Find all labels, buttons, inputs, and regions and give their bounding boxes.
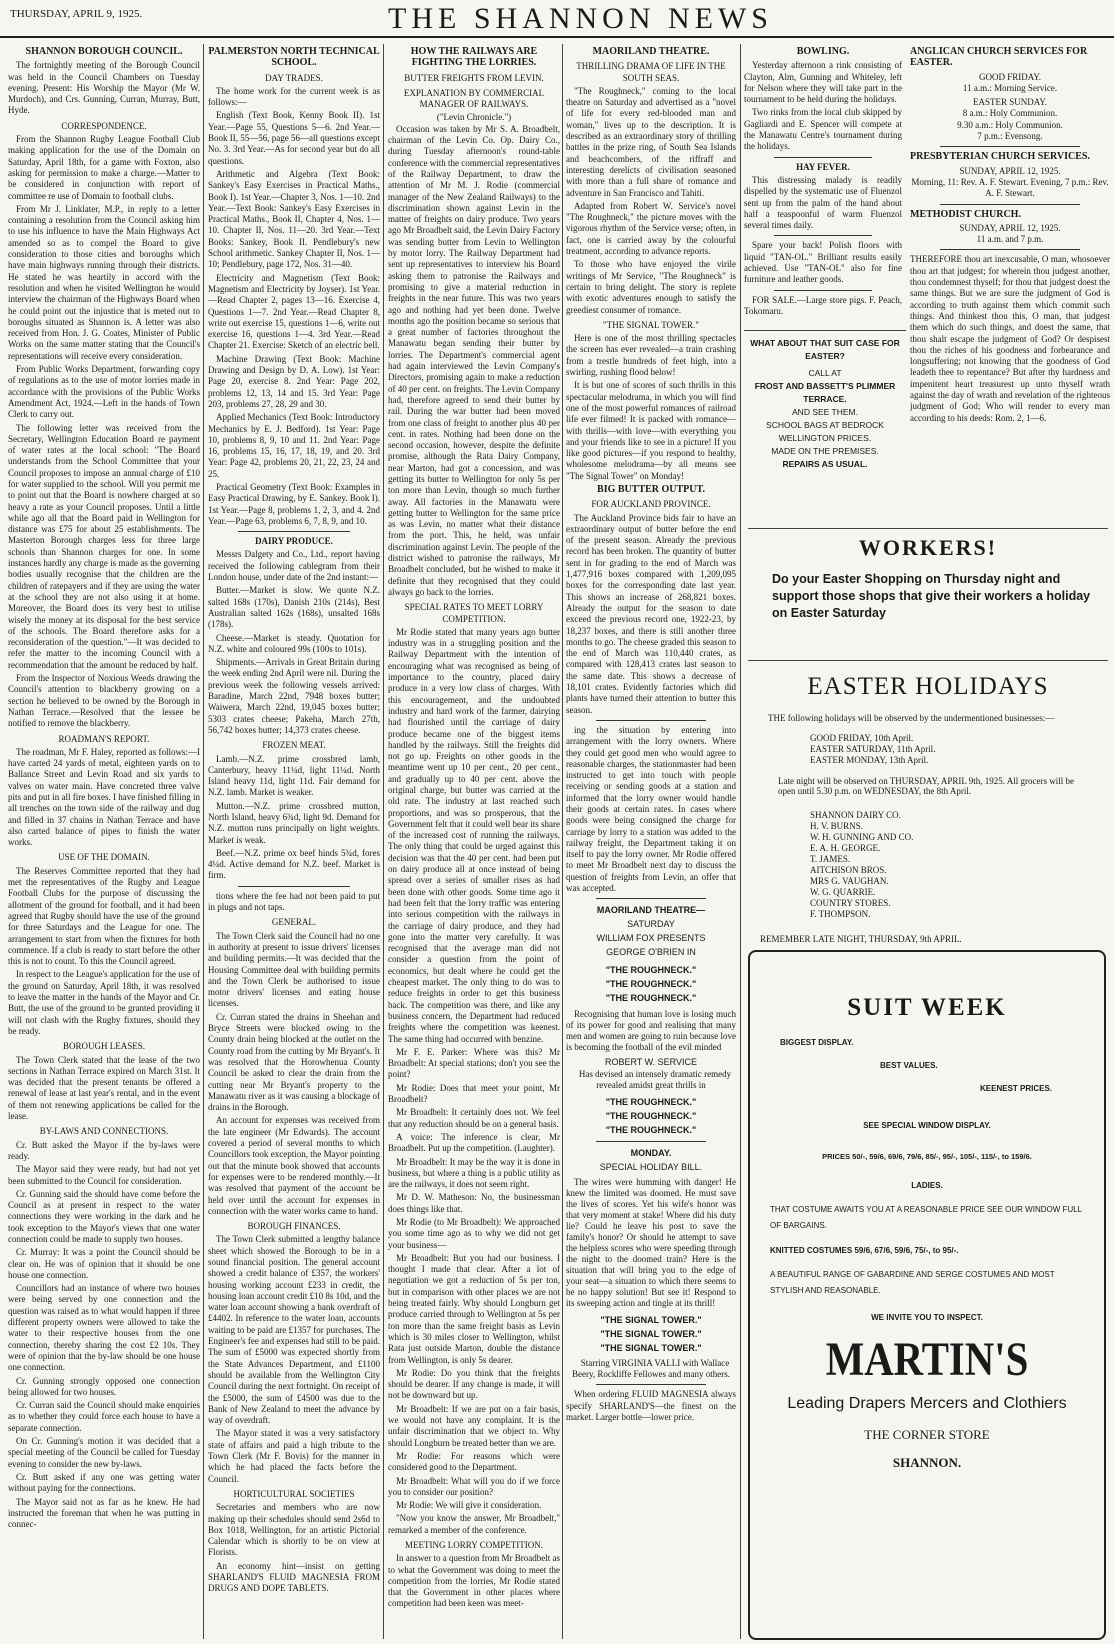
- divider: [774, 235, 872, 236]
- paragraph: Mr F. E. Parker: Where was this? Mr Broadbelt: At special stations; don't you see the point?: [388, 1046, 560, 1080]
- ad-intro: THE following holidays will be observed by the undermentioned businesses:—: [768, 713, 1055, 723]
- paragraph: Butter.—Market is slow. We quote N.Z. salted 168s (170s), Danish 210s (214s), Best Australian salted 162s (168s), unsalted 168s (178s).: [208, 585, 380, 630]
- ad-line: MAORILAND THEATRE—: [596, 905, 706, 916]
- article-technical-school: [208, 44, 380, 1639]
- paragraph: Messrs Dalgety and Co., Ltd., report having received the following cablegram from their London house, under date of the 2nd instant:—: [208, 549, 380, 583]
- store-name: THE CORNER STORE: [864, 1427, 990, 1442]
- paragraph: On Cr. Gunning's motion it was decided that a special meeting of the Council be called for Tuesday evening to consider the new by-laws.: [8, 1436, 200, 1469]
- paragraph: Beef.—N.Z. prime ox beef hinds 5¾d, fores 4¼d. Active demand for N.Z. beef. Market is firm.: [208, 847, 380, 881]
- subheading: ROADMAN'S REPORT.: [58, 733, 150, 744]
- paragraph: Cheese.—Market is steady. Quotation for N.Z. white and coloured 99s (100s to 101s).: [208, 632, 380, 654]
- subheading: DAIRY PRODUCE.: [255, 536, 333, 547]
- article-heading: BIG BUTTER OUTPUT.: [597, 483, 705, 495]
- church-heading: PRESBYTERIAN CHURCH SERVICES.: [910, 151, 1090, 163]
- ad-blurb: Recognising that human love is losing much of its power for good and realising that many men and women are going to ruin because love is becoming the football of the evil minded: [566, 1009, 736, 1053]
- column-divider: [562, 44, 563, 1639]
- service-day: SUNDAY, APRIL 12, 1925.: [959, 222, 1061, 233]
- paragraph: tions where the fee had not been paid to put in plugs and not taps.: [208, 890, 380, 913]
- subheading: HAY FEVER.: [796, 161, 850, 172]
- ad-store: FROST AND BASSETT'S PLIMMER TERRACE.: [754, 381, 896, 404]
- holiday-date: EASTER SATURDAY, 11th April.: [810, 744, 936, 754]
- subheading: USE OF THE DOMAIN.: [58, 852, 150, 863]
- paragraph: It is but one of scores of such thrills in this spectacular melodrama, in which you will find one of the most powerful romances of railroad life ever filmed! It is packed with romance—with thrills—with love—with everything you and your friends like to see in a picture! If you like good pictures—if you respond to healthy, wholesome melodrama—by all means see "The Signal Tower" on Monday!: [566, 380, 736, 481]
- masthead: [0, 0, 1114, 38]
- paragraph: Shipments.—Arrivals in Great Britain during the week ending 2nd April were nil. During the previous week the following vessels arrived: Baradine, March 22nd, 7948 boxes butter; Waiwera, March 22nd, 19,045 boxes butter; 5303 crates cheese; Pakeha, March 27th, 56,742 boxes butter; 14,373 crates cheese.: [208, 657, 380, 735]
- paragraph: Here is one of the most thrilling spectacles the screen has ever revealed—a train crashing from a trestle hundreds of feet high, into a swirling, rushing flood below!: [566, 333, 736, 378]
- workers-ad: [748, 528, 1108, 648]
- film-title: "THE ROUGHNECK.": [605, 1125, 697, 1136]
- paragraph: In answer to a question from Mr Broadbelt as to what the Government was doing to meet the competition from the lorries, Mr Rodie stated that the Government in other places where competition had been keen was meet-: [388, 1553, 560, 1609]
- ad-blurb: The wires were humming with danger! He knew the limited was doomed. He must save the lives of scores. Yet his wife's honor was that very moment at stake! Where did his duty lie? Could he leave his post to save the family's honor? Or should he attempt to save the helpless scores who were speeding through the night to the doomed train? Here is the situation that will bring you to the edge of your seat—a situation to which there seems to be no happy solution! But see it! Respond to its sweeping action and tingle at its thrill!: [566, 1177, 736, 1309]
- paragraph: The Town Clerk stated that the lease of the two sections in Nathan Terrace expired on March 31st. It was decided that the present tenants be offered a renewal of lease at last year's rental, and in the event of them not renewing applications be called for the lease.: [8, 1054, 200, 1122]
- subheading: BUTTER FREIGHTS FROM LEVIN.: [404, 72, 544, 83]
- paragraph: FOR SALE.—Large store pigs. F. Peach, Tokomaru.: [744, 294, 902, 316]
- paragraph: In respect to the League's application for the use of the ground on Saturday, April 18th, it was resolved to leave the matter in the hands of the Mayor and Cr. Butt, the use of the ground to be granted providing it will not clash with the Rugby fixtures, should they be ready.: [8, 969, 200, 1036]
- shop-name: E. A. H. GEORGE.: [810, 843, 881, 853]
- church-services: [910, 44, 1110, 524]
- divider: [774, 290, 872, 291]
- paragraph: Cr. Gunning strongly opposed one connection being allowed for two houses.: [8, 1375, 200, 1397]
- paragraph: The Mayor said not as far as he knew. He had instructed the foreman that when he was putting in connec-: [8, 1496, 200, 1530]
- church-heading: ANGLICAN CHURCH SERVICES FOR EASTER.: [910, 46, 1088, 69]
- price-list: PRICES 50/-, 59/6, 69/6, 79/6, 85/-, 95/-, 105/-, 115/-, to 159/6.: [822, 1152, 1032, 1161]
- paragraph: Mr Rodie (to Mr Broadbelt): We approached you some time ago as to why we did not get your business—: [388, 1216, 560, 1250]
- paragraph: Mr Rodie: For reasons which were considered good to the Department.: [388, 1450, 560, 1473]
- article-heading: PALMERSTON NORTH TECHNICAL SCHOOL.: [208, 46, 380, 69]
- ad-line: REPAIRS AS USUAL.: [782, 459, 868, 469]
- paragraph: Spare your back! Polish floors with liquid "TAN-OL." Brilliant results easily achieved. Use "TAN-OL" also for fine furniture and leather goods.: [744, 240, 902, 285]
- ad-headline: SUIT WEEK: [847, 994, 1007, 1021]
- holiday-dates: [748, 723, 1108, 766]
- paragraph: Applied Mechanics (Text Book: Introductory Mechanics by E. J. Bedford). 1st Year: Page 10, problems 8, 9, 10 and 11. 2nd Year: Page 16, problems 15, 16, 17, 18, 19, and 20. 3rd Year: Page 42, problems 20, 21, 22, 23, 24 and 25.: [208, 412, 380, 479]
- subheading: FROZEN MEAT.: [262, 740, 326, 751]
- paragraph: Cr. Curran said the Council should make enquiries as to whether they could force each house to have a separate connection.: [8, 1400, 200, 1433]
- paragraph: Mr D. W. Matheson: No, the businessman does things like that.: [388, 1192, 560, 1214]
- paragraph: Mr Broadbelt: But you had our business. I thought I made that clear. After a lot of negotiation we got a reduction of 5s per ton, but in comparison with other places we are not being treated fairly. Why should Longburn get produce carried through to Wellington at 5s per ton more than the same freight basis as Levin which is 30 miles closer to Wellington, whilst Rata just outside Marton, double the distance from Wellington, is only 5s dearer.: [388, 1252, 560, 1365]
- film-title: "THE ROUGHNECK.": [605, 993, 697, 1004]
- ad-line: AND SEE THEM.: [792, 407, 858, 417]
- paragraph: ing the situation by entering into arrangement with the lorry owners. Where they could get good men who would agree to reasonable charges, the stationmaster had been instructed to get into touch with people receiving or sending goods at a station and informed that the lorry owner would handle their goods at certain rates. In cases where goods were being consigned the charge for carriage by lorry to a station was added to the railway freight, the Department taking it on itself to pay the lorry owner. Mr Rodie offered to meet Mr Broadbelt next day to discuss the question of freights from Levin, an offer that was accepted.: [566, 724, 736, 894]
- subheading: BY-LAWS AND CONNECTIONS.: [39, 1126, 169, 1137]
- paragraph: The fortnightly meeting of the Borough Council was held in the Council Chambers on Tuesday evening. Present: His Worship the Mayor (Mr W. Murdoch), and Crs. Gunning, Curran, Murray, Butt, Hyde.: [8, 60, 200, 116]
- subheading: "THE SIGNAL TOWER.": [603, 319, 699, 330]
- ad-line: GEORGE O'BRIEN IN: [606, 947, 696, 958]
- divider: [596, 898, 706, 899]
- shop-name: COUNTRY STORES.: [810, 898, 891, 908]
- subheading: SPECIAL RATES TO MEET LORRY COMPETITION.: [404, 602, 544, 624]
- service-day: SUNDAY, APRIL 12, 1925.: [959, 165, 1061, 176]
- column-divider: [203, 44, 204, 1639]
- paragraph: Cr. Butt asked the Mayor if the by-laws were ready.: [8, 1139, 200, 1161]
- late-night-reminder: REMEMBER LATE NIGHT, THURSDAY, 9th APRIL.: [760, 934, 962, 944]
- divider: [238, 531, 350, 532]
- service-day: EASTER SUNDAY.: [972, 97, 1048, 108]
- paragraph: English (Text Book, Kenny Book II). 1st Year.—Page 55, Questions 5—6. 2nd Year.—Book II, 55—56, page 56—all questions except No. 3. 3rd Year.—As for second year but do all questions.: [208, 110, 380, 166]
- paragraph: To those who have enjoyed the virile writings of Mr Service, "The Roughneck" is certain to bring delight. The story is replete with exotic adventures enough to satisfy the greediest consumer of romance.: [566, 259, 736, 315]
- ad-line: A BEAUTIFUL RANGE OF GABARDINE AND SERGE COSTUMES AND MOST STYLISH AND REASONABLE.: [770, 1270, 1055, 1295]
- divider: [774, 157, 872, 158]
- ad-author: ROBERT W. SERVICE: [604, 1057, 698, 1068]
- paragraph: From the Shannon Rugby League Football Club making application for the use of the Domain on Saturday, April 18th, for a game with Foxton, also asking for permission to make a charge.—Matter to be considered in conjunction with report of committee re use of Domain to football clubs.: [8, 134, 200, 201]
- divider: [940, 146, 1080, 147]
- shop-name: W. H. GUNNING AND CO.: [810, 832, 914, 842]
- paragraph: Mr Broadbelt: What will you do if we force you to consider our position?: [388, 1475, 560, 1497]
- divider: [596, 1141, 706, 1142]
- suitcase-ad: [744, 330, 906, 495]
- article-borough-council: [8, 44, 200, 1639]
- subheading: BOROUGH LEASES.: [62, 1041, 145, 1052]
- subheading: THRILLING DRAMA OF LIFE IN THE SOUTH SEAS.: [576, 61, 726, 83]
- church-heading: METHODIST CHURCH.: [910, 208, 1021, 220]
- paragraph: Mr Broadbelt: It may be the way it is done in business, but where a thing is a public utility as are the railways, it does not seem right.: [388, 1156, 560, 1190]
- price-list: KNITTED COSTUMES 59/6, 67/6, 59/6, 75/-, to 95/-.: [770, 1246, 959, 1255]
- subheading: EXPLANATION BY COMMERCIAL MANAGER OF RAILWAYS.: [403, 87, 545, 110]
- subheading: MEETING LORRY COMPETITION.: [405, 1540, 543, 1550]
- ad-body: Do your Easter Shopping on Thursday night and support those shops that give their workers a holiday on Easter Saturday: [772, 572, 1091, 620]
- store-town: SHANNON.: [892, 1455, 962, 1470]
- paragraph: An account for expenses was received from the late engineer (Mr Edwards). The account covered a period of several months to which Councillors took exception, the Mayor pointing out that the minute book showed that accounts for expenses were to be rendered monthly.—It was resolved that payment of the account be held over until the account for expenses in connection with the water works came to hand.: [208, 1115, 380, 1216]
- shop-name: MRS G. VAUGHAN.: [810, 876, 889, 886]
- ad-headline: EASTER HOLIDAYS: [807, 673, 1049, 700]
- ad-stars: Starring VIRGINIA VALLI with Wallace Beery, Rockliffe Fellowes and many others.: [572, 1358, 730, 1380]
- service-time: 11 a.m.: Morning Service.: [962, 82, 1058, 93]
- paragraph: An economy hint—insist on getting SHARLAND'S FLUID MAGNESIA FROM DRUGS AND DOPE TABLETS.: [208, 1560, 380, 1594]
- shop-list: [748, 796, 1108, 920]
- divider: [596, 1384, 706, 1385]
- shop-name: SHANNON DAIRY CO.: [810, 810, 901, 820]
- paragraph: Two rinks from the local club skipped by Gagliardi and E. Spencer will compete at the Manawatu Centre's tournament during the holidays.: [744, 107, 902, 152]
- paragraph: The Town Clerk submitted a lengthy balance sheet which showed the Borough to be in a sound financial position. The general account showed a credit balance of £357, the workers' housing working account £233 in credit, the housing loan account credit £10 8s 10d, and the water loan account showing a bank overdraft of £4402. In reference to the water loan, accounts waiting to be paid are £1357 for purchases. The Engineer's fee and expenses had still to be paid. The sum of £5000 was expected shortly from the State Advances Department, and £1100 should be available from the Wellington City Council during the next fortnight. On receipt of the £5000, the sum of £4500 was due to the Bank of New Zealand to meet the advance by way of overdraft.: [208, 1234, 380, 1426]
- divider: [596, 720, 706, 721]
- service-time: 9.30 a.m.: Holy Communion.: [957, 119, 1063, 130]
- paragraph: Mr Broadbelt: If we are put on a fair basis, we would not have any complaint. It is the unfair discrimination that we object to. Why should Longburn be treated better than we are.: [388, 1403, 560, 1448]
- ad-line: CALL AT: [808, 368, 842, 378]
- newspaper-title: THE SHANNON NEWS: [388, 2, 773, 35]
- film-title: "THE ROUGHNECK.": [605, 965, 697, 976]
- paragraph: Councillors had an instance of where two houses were being served by one connection and the question was raised as to what would happen if three different property owners were allowed to take the water to their respective houses from the one connection, thereby sharing the cost £2 10s. They were of opinion that the by-law should be one house one connection.: [8, 1283, 200, 1373]
- paragraph: Mr Rodie stated that many years ago butter industry was in a struggling position and the Railway Department with the intention of encouraging what was recognised as being of importance to the country, placed dairy produce in a very low class of charges. With this encouragement, and the undoubted industry and hard work of the farmer, dairying had flourished until the carriage of dairy produce became one of the biggest items handled by the railways. Still the freights did not go up. Freights on other goods in the meantime went up 10 per cent., 20 per cent., and gradually up to 40 per cent. above the original charge, but butter was carried at the old rate. The industry at last reached such proportions, and was so prosperous, that the Government felt that it could well bear its share of the increased cost of running the railways. The only thing that could be urged against this decision was that the 40 per cent. had been put on dairy produce all at once instead of being spread over a series of smaller rises as had been done with other goods. Some time ago it had been felt that the lorry traffic was entering into serious competition with the railways in the carriage of dairy produce, and they had gone into the matter very carefully. It was recognised that the average man did not consider a question from the point of economics, but dealt where he could get the cheapest market. The only thing to do was to reduce freights in order to get this business back. The competition was there, and like any business concern, the Department had reduced freights where the competition was keenest. The same thing had occurred with benzine.: [388, 626, 560, 1044]
- shop-name: H. V. BURNS.: [810, 821, 863, 831]
- ad-line: WE INVITE YOU TO INSPECT.: [871, 1313, 983, 1322]
- service-time: Morning, 11: Rev. A. F. Stewart. Evening, 7 p.m.: Rev. A. F. Stewart.: [911, 176, 1109, 199]
- paragraph: The Mayor stated it was a very satisfactory state of affairs and paid a high tribute to the Town Clerk (Mr F. Bovis) for the manner in which he had placed the facts before the Council.: [208, 1428, 380, 1484]
- paragraph: Cr. Murray: It was a point the Council should be clear on. He was of opinion that it should be one house one connection.: [8, 1247, 200, 1280]
- film-title: "THE SIGNAL TOWER.": [600, 1315, 702, 1326]
- brand-tagline: Leading Drapers Mercers and Clothiers: [787, 1395, 1067, 1412]
- ad-line: WILLIAM FOX PRESENTS: [596, 933, 706, 944]
- film-title: "THE ROUGHNECK.": [605, 1097, 697, 1108]
- ad-line: KEENEST PRICES.: [980, 1084, 1053, 1093]
- paragraph: From the Inspector of Noxious Weeds drawing the Council's attention to blackberry growing on a section he believed to be owned by the Borough in Nathan Terrace.—Resolved that the lessee be notified to remove the blackberry.: [8, 673, 200, 729]
- divider: [940, 249, 1080, 250]
- paragraph: Mutton.—N.Z. prime crossbred mutton, North Island, heavy 6¾d, light 9d. Demand for N.Z. mutton runs principally on light weights. Market is weak.: [208, 800, 380, 845]
- suit-week-ad: [748, 950, 1106, 1640]
- column-divider: [383, 44, 384, 1639]
- paragraph: Arithmetic and Algebra (Text Book: Sankey's Easy Exercises in Practical Maths., Book I). 1st Year.—Chapter 3, Nos. 1—10. 2nd Year.—Text Book: Sankey's Easy Exercises in Practical Maths., Book II, Chapter 4, Nos. 1—10. Chapter II, Nos. 11—20. 3rd Year.—Text Books: Sankey, Book II. Pendlebury's new School arithmetic. Sankey Chapter II, Nos. 1—10; Pendlebury, page 172, Nos. 31—40.: [208, 168, 380, 270]
- ad-line: LADIES.: [911, 1181, 943, 1190]
- paragraph: "Now you know the answer, Mr Broadbelt," remarked a member of the conference.: [388, 1513, 560, 1535]
- service-day: GOOD FRIDAY.: [978, 71, 1041, 82]
- issue-date: THURSDAY, APRIL 9, 1925.: [10, 8, 143, 20]
- shop-name: F. THOMPSON.: [810, 909, 871, 919]
- film-title: "THE ROUGHNECK.": [605, 979, 697, 990]
- holiday-date: EASTER MONDAY, 13th April.: [810, 755, 929, 765]
- subheading: BOROUGH FINANCES.: [247, 1221, 341, 1232]
- paragraph: Mr Rodie: Do you think that the freights should be dearer. If any change is made, it will not be downward but up.: [388, 1367, 560, 1401]
- ad-blurb: Has devised an intensely dramatic remedy revealed amidst great thrills in: [578, 1069, 732, 1091]
- paragraph: This distressing malady is readily dispelled by the systematic use of Fluenzol sent up from the palm of the hand about half a teaspoonful of warm Fluenzol several times daily.: [744, 174, 902, 231]
- paragraph: Mr Rodie: Does that meet your point, Mr Broadbelt?: [388, 1082, 560, 1105]
- article-maoriland-theatre: [566, 44, 736, 1639]
- ad-headline: WHAT ABOUT THAT SUIT CASE FOR EASTER?: [750, 338, 900, 361]
- paragraph: The home work for the current week is as follows:—: [208, 85, 380, 108]
- subheading: CORRESPONDENCE.: [61, 120, 147, 131]
- service-time: 7 p.m.: Evensong.: [977, 131, 1043, 142]
- subheading: DAY TRADES.: [265, 72, 323, 83]
- paragraph: The Town Clerk said the Council had no one in authority at present to issue drivers' licenses and building permits.—It was decided that the Housing Committee deal with building permits and the Town Clerk be authorised to issue motor drivers' licenses and eating house licenses.: [208, 930, 380, 1009]
- article-heading: SHANNON BOROUGH COUNCIL.: [25, 46, 183, 57]
- paragraph: Cr. Butt asked if any one was getting water without paying for the connections.: [8, 1471, 200, 1494]
- ad-line: MONDAY.: [630, 1148, 672, 1159]
- shop-name: W. G. QUARRIE.: [810, 887, 876, 897]
- paragraph: Yesterday afternoon a rink consisting of Clayton, Alm, Gunning and Whiteley, left for Nelson where they will take part in the tournament to be held during the holidays.: [744, 60, 902, 105]
- ad-line: SCHOOL BAGS AT BEDROCK WELLINGTON PRICES.: [766, 420, 884, 443]
- divider: [238, 886, 350, 887]
- article-railways: [388, 44, 560, 1639]
- paragraph: "The Roughneck," coming to the local theatre on Saturday and advertised as a "novel of life for every red-blooded man and woman," lives up to the description. It is described as an extraordinary story of thrilling battles in the prize ring, of South Sea Islands and beachcombers, of the riffraff and interesting derelicts of civilisation seasoned with more than a full share of romance and adventure in San Francisco and Tahiti.: [566, 85, 736, 198]
- paragraph: Secretaries and members who are now making up their schedules should send 2s6d to Box 1018, Wellington, for an artistic Pictorial Calendar which is shortly to be on view at Florists.: [208, 1502, 380, 1558]
- article-heading: BOWLING.: [796, 46, 850, 57]
- film-title: "THE SIGNAL TOWER.": [600, 1329, 702, 1340]
- paragraph: Occasion was taken by Mr S. A. Broadbelt, chairman of the Levin Co. Op. Dairy Co., during Tuesday afternoon's round-table conference with the commercial representatives of the Railway Department, to draw the attention of Mr M. J. Rodie (commercial manager of the New Zealand Railways) to the discrimination shown against Levin in the matter of freights on dairy produce. Two years ago Mr Broadbelt said, the Levin Dairy Factory was sending butter from Levin to Wellington by motor lorry. The Railway Department had sent up representatives to interview his Board asking them to patronise the Railways and promising to give a material reduction in freights in the near future. This was two years ago and nothing had yet been done. Twelve months ago the position became so serious that a great number of factories throughout the Manawatu began sending their butter by lorries. The Department's commercial agent had again interviewed the Levin Company's Directors, promising again to make a reduction of 40 per cent. on freights. The Levin Company had, therefore agreed to send their butter by rail. During the war butter had been moved from one class of freight to another plus 40 per cent. in rates. Nothing had been done on the second occasion, however, despite the definite promise, although the Rata Dairy Company, near Marton, had got a concession, and was getting its butter to Wellington for only 5s per ton more than Levin, though so much further away. All factories in the Manawatu were getting butter to Wellington for the same price as was Levin, no matter what their distance from the port. This, he held, was unfair discrimination against Levin. The people of the district wished to patronise the railways, Mr Broadbelt concluded, but he wished to make it definite that they recognised that they could always go back to the lorries.: [388, 123, 560, 597]
- late-night-notice: Late night will be observed on THURSDAY, APRIL 9th, 1925. All grocers will be open until 5.30 p.m. on WEDNESDAY, the 8th April.: [778, 776, 1074, 796]
- ad-line: MADE ON THE PREMISES.: [771, 446, 879, 456]
- paragraph: Cr. Curran stated the drains in Sheehan and Bryce Streets were blocked owing to the County drain being blocked at the outlet on the County road from the cutting by Mr Bryant's. It was resolved that the Horowhenua County Council be asked to clear the drain from the cutting near Mr Bryant's property to the Manawatu river as it was causing a blockage of drains in the Borough.: [208, 1011, 380, 1113]
- divider: [940, 204, 1080, 205]
- ad-line: BEST VALUES.: [880, 1061, 938, 1070]
- paragraph: Lamb.—N.Z. prime crossbred lamb, Canterbury, heavy 11¼d, light 11¼d. North Island heavy 11d, light 11d. Fair demand for N.Z. lamb. Market is weaker.: [208, 753, 380, 798]
- ad-line: BIGGEST DISPLAY.: [780, 1038, 854, 1047]
- ad-line: SEE SPECIAL WINDOW DISPLAY.: [863, 1121, 991, 1130]
- paragraph: Cr. Gunning said the should have come before the Council as at present in respect to the water connections they were working in the dark and he took exception to the Mayor's views that one water connection could be made to supply two houses.: [8, 1188, 200, 1244]
- ad-headline: WORKERS!: [858, 535, 998, 560]
- ad-line: SPECIAL HOLIDAY BILL.: [599, 1162, 703, 1173]
- paragraph: A voice: The inference is clear, Mr Broadbelt. Put up the competition. (Laughter).: [388, 1131, 560, 1154]
- paragraph: Mr Rodie: We will give it consideration.: [396, 1500, 542, 1511]
- ad-line: SATURDAY: [627, 919, 675, 930]
- column-divider: [740, 44, 741, 1639]
- paragraph: From Mr J. Linklater, M.P., in reply to a letter containing a resolution from the Council asking him to use his influence to have the Main Highways Act amended so as to compel the Board to give consideration to those cities and boroughs which have main highways running through their districts. He stated he was heartily in accord with the resolution and when he visited Wellington he would interview the chairman of the Highways Board when he could point out the injustice that is meted out to boroughs situated as Shannon is. A letter was also received from Hon. J. G. Coates, Minister of Public Works on the same matter stating that the Council's representations will receive every consideration.: [8, 203, 200, 361]
- scripture-passage: THEREFORE thou art inexcusable, O man, whosoever thou art that judgest; for wherein thou judgest another, thou condemnest thyself; for thou that judgest doest the same things. But we are sure the judgment of God is according to truth against them which commit such things. And thinkest thou this, O man, that judgest them which do such things, and doest the same, that thou shalt escape the judgment of God? Or despisest thou the riches of his goodness and forbearance and longsuffering; not knowing that the goodness of God leadeth thee to repentance? But after thy hardness and impenitent heart treasurest up unto thyself wrath against the day of wrath and revelation of the righteous judgment of God; Who will render to every man according to his deeds: Rom. 2, 1—6.: [910, 254, 1110, 423]
- paragraph: Mr Broadbelt: It certainly does not. We feel that any reduction should be on a general basis.: [388, 1107, 560, 1129]
- film-title: "THE SIGNAL TOWER.": [600, 1343, 702, 1354]
- service-time: 11 a.m. and 7 p.m.: [976, 234, 1044, 245]
- service-time: 8 a.m.: Holy Communion.: [962, 108, 1058, 119]
- paragraph: The Reserves Committee reported that they had met the representatives of the Rugby and League Football Clubs for the purpose of discussing the allotment of the ground for football, and it had been agreed that Rugby should have the use of the ground for three Saturdays and the League for one. The arrangement to start from when the fixtures for both commence. If a club is ready to start before the other this is not to count. To this the Council agreed.: [8, 865, 200, 967]
- paragraph: The Auckland Province bids fair to have an extraordinary output of butter before the end of the present season. Already the previous record has been broken. The quantity of butter sent in for grading to the end of March was 1,477,916 boxes compared with 1,209,095 boxes for the corresponding date last year. This shows an increase of 268,821 boxes. Already the output for the season to date exceed the previous record one, 1922-23, by 18,237 boxes, and there is still another three months to go. The cheese graded this season to the end of March was 110,440 crates, as compared with 128,413 crates last season to the same date. This shows a decrease of 18,101 crates. Evidently factories which did plants have turned their attention to butter this season.: [566, 512, 736, 715]
- paragraph: From Public Works Department, forwarding copy of regulations as to the use of motor lorries made in accordance with the provisions of the Public Works Amendment Act, 1924.—Left in the hands of Town Clerk to carry out.: [8, 364, 200, 420]
- paragraph: The Mayor said they were ready, but had not yet been submitted to the Council for consideration.: [8, 1164, 200, 1186]
- paragraph: Practical Geometry (Text Book: Examples in Easy Practical Drawing, by E. Sankey. Book I). 1st Year.—Page 8, problems 1, 2, 3, and 4. 2nd Year.—Page 63, problems 6, 7, 8, 9, and 10.: [208, 481, 380, 526]
- shop-name: AITCHISON BROS.: [810, 865, 887, 875]
- paragraph: Electricity and Magnetism (Text Book: Magnetism and Electricity by Joyser). 1st Year.—Read Chapter 2, pages 13—16. Exercise 4, Questions 1—7. 2nd Year.—Read Chapter 8, write out exercise 15, questions 1—6, write out exercise 16, questions 1—4. 3rd Year.—Read Chapter 21. Exercise: Sketch of an electric bell.: [208, 272, 380, 351]
- easter-holidays-ad: [748, 660, 1108, 945]
- subheading: GENERAL.: [271, 917, 317, 928]
- paragraph: Adapted from Robert W. Service's novel "The Roughneck," the picture moves with the vigorous rhythm of the Service verse; often, in fact, one is carried away by the colourful treatment, according to advance reports.: [566, 200, 736, 257]
- subheading: FOR AUCKLAND PROVINCE.: [591, 499, 711, 510]
- ad-line: THAT COSTUME AWAITS YOU AT A REASONABLE PRICE SEE OUR WINDOW FULL OF BARGAINS.: [770, 1205, 1082, 1230]
- paragraph: The roadman, Mr F. Haley, reported as follows:—I have carted 24 yards of metal, eighteen yards on to Ballance Street and Levin Road and six yards to valves on water main. Have concreted three valve pits and put in all fire boxes. I have finished filling in all trenches on the town side of the railway and dug and filled in 37 chains in Nathan Terrace and have also carted balance of pipes to finish the water works.: [8, 746, 200, 848]
- paragraph: The following letter was received from the Secretary, Wellington Education Board re payment of water rates at the local school: "The Board understands from the School Committee that your Council proposes to impose an annual charge of £10 for water supplied to the school. Will you permit me to point out that the Board is nowhere charged at so heavy a rate as your Council proposes. Until a little while ago all that the Board paid in Wellington for distance was £75 for about 25 establishments. The Masterton Borough charges less for three large schools than Shannon charges for one. In some instances hardly any charge is made as the governing bodies usually recognise that the children are the children of ratepayers and if they are using the water at the school they are not also using it at home. Moreover, the Board does its very best to utilise wisely the money at its disposal for the best service of the schools. The Board therefore asks for a reconsideration of the question."—It was decided to refer the matter to the incoming Council with a recommendation that the amount be reduced by half.: [8, 422, 200, 670]
- shop-name: T. JAMES.: [810, 854, 851, 864]
- source-credit: ("Levin Chronicle."): [436, 112, 512, 123]
- paragraph: Machine Drawing (Text Book: Machine Drawing and Design by D. A. Low). 1st Year: Page 20, exercise 8. 2nd Year: Page 202, problems 12, 13, 14 and 15. 3rd Year: Page 203, problems 27, 28, 29 and 30.: [208, 353, 380, 409]
- article-heading: HOW THE RAILWAYS ARE FIGHTING THE LORRIES.: [410, 46, 538, 69]
- article-heading: MAORILAND THEATRE.: [592, 46, 710, 57]
- theatre-ad-saturday: [566, 903, 736, 1380]
- paragraph: When ordering FLUID MAGNESIA always specify SHARLAND'S—the finest on the market. Larger bottle—lower price.: [566, 1389, 736, 1422]
- subheading: HORTICULTURAL SOCIETIES: [233, 1488, 355, 1499]
- film-title: "THE ROUGHNECK.": [605, 1111, 697, 1122]
- holiday-date: GOOD FRIDAY, 10th April.: [810, 733, 914, 743]
- brand-name: MARTIN'S: [825, 1333, 1029, 1386]
